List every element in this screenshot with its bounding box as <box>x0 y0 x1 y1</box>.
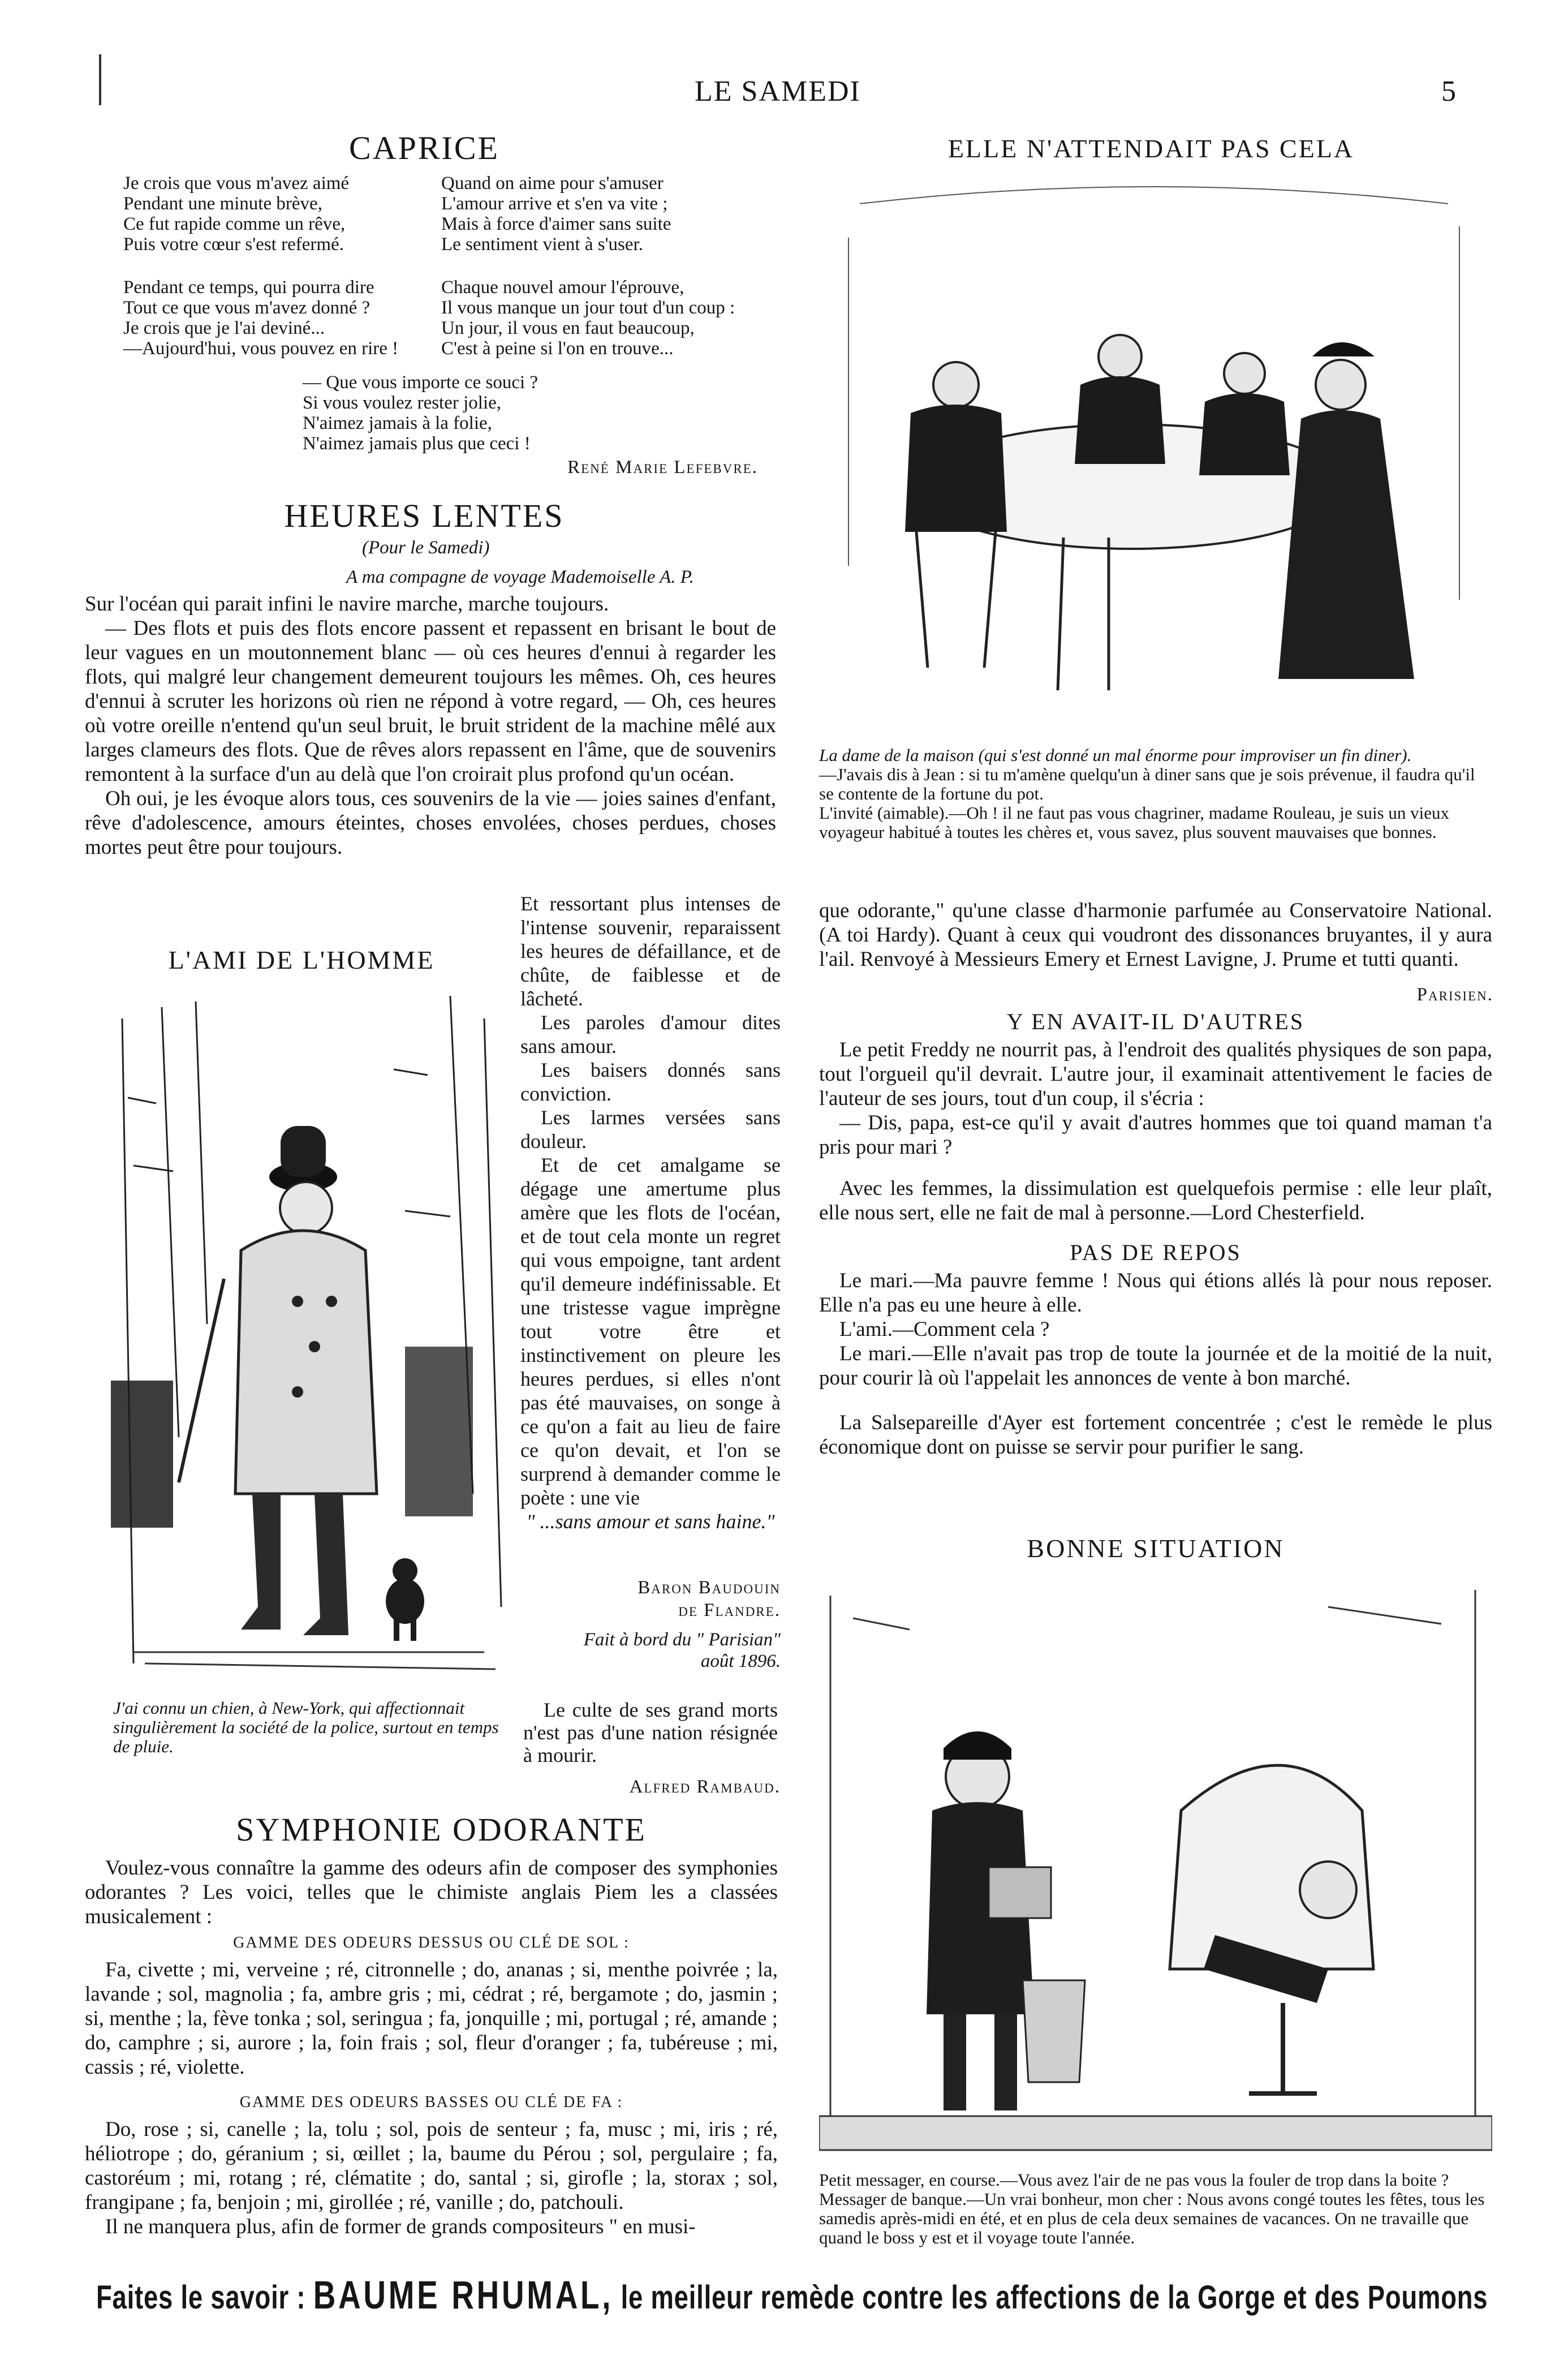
elle-illustration <box>815 170 1493 736</box>
bonne-illustration <box>819 1573 1492 2161</box>
ami-caption: J'ai connu un chien, à New-York, qui affectionnait singulièrement la société de la police, surtout en temps de pluie. <box>113 1698 499 1756</box>
heures-author-1: Baron Baudouin <box>637 1577 781 1598</box>
elle-title: ELLE N'ATTENDAIT PAS CELA <box>947 134 1355 163</box>
newspaper-title: LE SAMEDI <box>695 75 861 108</box>
symphonie-intro: Voulez-vous connaître la gamme des odeurs afin de composer des symphonies odorantes ? Les voici, telles que le chimiste anglais Piem les a classées musicalement : <box>85 1856 778 1928</box>
baume-rhumal-ad <box>96 2272 1488 2318</box>
bonne-caption: Petit messager, en course.—Vous avez l'air de ne pas vous la fouler de trop dans la boite ? Messager de banque.—Un vrai bonheur, mon cher : Nous avons congé toutes les fêtes, tous les samedis après-midi en été, et en plus de cela deux semaines de vacances. On ne travaille que quand le boss y est et il voyage toute l'année. <box>819 2170 1485 2247</box>
ami-title: L'AMI DE L'HOMME <box>168 945 435 974</box>
autres-title: Y EN AVAIT-IL D'AUTRES <box>1006 1009 1305 1034</box>
repos-title: PAS DE REPOS <box>1070 1240 1242 1265</box>
policeman-figure <box>179 1126 377 1635</box>
heures-place-2: août 1896. <box>700 1651 781 1671</box>
caprice-author: René Marie Lefebvre. <box>567 457 758 478</box>
gamme-fa-text: Do, rose ; si, canelle ; la, tolu ; sol, pois de senteur ; fa, musc ; mi, iris ; ré, héliotrope ; do, géranium ; si, œillet ; la, baume du Pérou ; sol, pergulaire ; fa, castoréum ; mi, rotang ; ré, clématite ; do, santal ; si, girofle ; la, storax ; sol, frangipane ; fa, benjoin ; mi, girollée ; ré, vanille ; do, patchouli. Il ne manquera plus, afin de former de grands compositeurs " en musi- <box>85 2118 778 2238</box>
gamme-fa-title: GAMME DES ODEURS BASSES OU CLÉ DE FA : <box>239 2093 623 2111</box>
heures-text-col: Et ressortant plus intenses de l'intense souvenir, reparaissent les heures de défaillance, et de chûte, de faiblesse et de lâcheté. Les paroles d'amour dites sans amour. Les baisers donnés sans conviction. Les larmes versées sans douleur. Et de cet amalgame se dégage une amertume plus amère que les flots de l'océan, et de tout cela monte un regret qui vous empoigne, tant ardent qu'il demeure indéfinissable. Et une tristesse vague imprègne tout votre être et instinctivement on pleure les heures perdues, si elles n'ont pas été mauvaises, on songe à ce qu'on a fait au lieu de faire ce qu'on devait, et l'on se surprend à demander comme le poète : une vie " ...sans amour et sans haine." <box>520 892 781 1533</box>
heures-text: Sur l'océan qui parait infini le navire marche, marche toujours. — Des flots et puis des flots encore passent et repassent en brisant le bout de leur vagues en un moutonnement blanc — où ces heures d'ennui à regarder les flots, qui malgré leur changement demeurent toujours les mêmes. Oh, ces heures d'ennui à scruter les horizons où rien ne répond à votre regard, — Oh, ces heures où votre oreille n'entend qu'un seul bruit, le bruit strident de la machine mêlé aux larges clameurs des flots. Que de rêves alors repassent en l'âme, que de souvenirs remontent à la surface d'un au delà que l'on croirait plus profond qu'un océan. Oh oui, je les évoque alors tous, ces souvenirs de la vie — joies saines d'enfant, rêve d'adolescence, amours éteintes, choses envolées, choses perdues, choses mortes peut être pour toujours. <box>85 592 776 859</box>
repos-text: Le mari.—Ma pauvre femme ! Nous qui étions allés là pour nous reposer. Elle n'a pas eu une heure à elle. L'ami.—Comment cela ? Le mari.—Elle n'avait pas trop de toute la journée et de la moitié de la nuit, pour courir là où l'appelait les annonces de vente à bon marché. La Salsepareille d'Ayer est fortement concentrée ; c'est le remède le plus économique dont on puisse se servir pour purifier le sang. <box>819 1269 1492 1459</box>
hostess-figure <box>1278 342 1414 679</box>
culte-text: Le culte de ses grand morts n'est pas d'une nation résignée à mourir. <box>523 1699 778 1766</box>
heures-dedication: A ma compagne de voyage Mademoiselle A. P. <box>346 567 694 587</box>
symphonie-continued: que odorante," qu'une classe d'harmonie parfumée au Conservatoire National. (A toi Hardy). Quant à ceux qui voudront des dissonances bruyantes, il y aura l'ail. Renvoyé à Messieurs Emery et Ernest Lavigne, J. Prume et tutti quanti. <box>819 899 1492 971</box>
gamme-sol-text: Fa, civette ; mi, verveine ; ré, citronnelle ; do, ananas ; si, menthe poivrée ; la, lavande ; sol, magnolia ; fa, ambre gris ; mi, cédrat ; ré, bergamote ; do, jasmin ; si, menthe ; la, fève tonka ; sol, seringua ; fa, jonquille ; mi, portugal ; ré, amande ; do, camphre ; si, aurore ; la, foin frais ; sol, fleur d'oranger ; fa, tubéreuse ; mi, cassis ; ré, violette. <box>85 1958 778 2079</box>
culte-author: Alfred Rambaud. <box>629 1777 781 1797</box>
autres-text: Le petit Freddy ne nourrit pas, à l'endroit des qualités physiques de son papa, tout l'orgueil qu'il devrait. L'autre jour, il examinait attentivement le facies de l'auteur de ses jours, tout d'un coup, il s'écria : — Dis, papa, est-ce qu'il y avait d'autres hommes que toi quand maman t'a pris pour mari ? Avec les femmes, la dissimulation est quelquefois permise : elle leur plaît, elle nous sert, elle ne fait de mal à personne.—Lord Chesterfield. <box>819 1038 1492 1224</box>
ad-prefix: Faites le savoir : <box>96 2279 306 2316</box>
wastebasket <box>1023 1980 1085 2082</box>
heures-title: HEURES LENTES <box>284 497 565 534</box>
caprice-stanza-5: — Que vous importe ce souci ? Si vous voulez rester jolie, N'aimez jamais à la folie, N'aimez jamais plus que ceci ! <box>303 372 539 454</box>
bank-messenger-figure <box>1170 1765 1373 2093</box>
elle-caption: La dame de la maison (qui s'est donné un mal énorme pour improviser un fin diner). —J'avais dis à Jean : si tu m'amène quelqu'un à diner sans que je sois prévenue, il faudra qu'il se contente de la fortune du pot. L'invité (aimable).—Oh ! il ne faut pas vous chagriner, madame Rouleau, je suis un vieux voyageur habitué à toutes les chères et, vous savez, plus souvent mauvaises que bonnes. <box>819 745 1475 842</box>
caprice-stanza-1: Je crois que vous m'avez aimé Pendant une minute brève, Ce fut rapide comme un rêve, Puis votre cœur s'est refermé. <box>123 173 350 255</box>
caprice-stanza-2: Quand on aime pour s'amuser L'amour arrive et s'en va vite ; Mais à force d'aimer sans suite Le sentiment vient à s'user. <box>441 173 671 255</box>
page-number: 5 <box>1441 75 1457 108</box>
heures-place-1: Fait à bord du " Parisian" <box>583 1630 781 1650</box>
heures-pour: (Pour le Samedi) <box>362 538 490 558</box>
ami-illustration <box>111 985 507 1686</box>
caprice-stanza-4: Chaque nouvel amour l'éprouve, Il vous manque un jour tout d'un coup : Un jour, il vous en faut beaucoup, C'est à peine si l'on en trouve... <box>441 277 735 359</box>
symphonie-author: Parisien. <box>1416 985 1493 1005</box>
dog-figure <box>386 1558 424 1641</box>
gamme-sol-title: GAMME DES ODEURS DESSUS OU CLÉ DE SOL : <box>233 1934 630 1951</box>
margin-rule <box>99 54 101 105</box>
ad-suffix: le meilleur remède contre les affections de la Gorge et des Poumons <box>621 2279 1488 2316</box>
caprice-title: CAPRICE <box>349 130 499 166</box>
heures-author-2: de Flandre. <box>678 1600 781 1620</box>
bonne-title: BONNE SITUATION <box>1027 1534 1285 1563</box>
symphonie-title: SYMPHONIE ODORANTE <box>236 1811 647 1848</box>
ad-brand: BAUME RHUMAL, <box>313 2273 614 2317</box>
caprice-stanza-3: Pendant ce temps, qui pourra dire Tout ce que vous m'avez donné ? Je crois que je l'ai deviné... —Aujourd'hui, vous pouvez en rire ! <box>123 277 399 359</box>
